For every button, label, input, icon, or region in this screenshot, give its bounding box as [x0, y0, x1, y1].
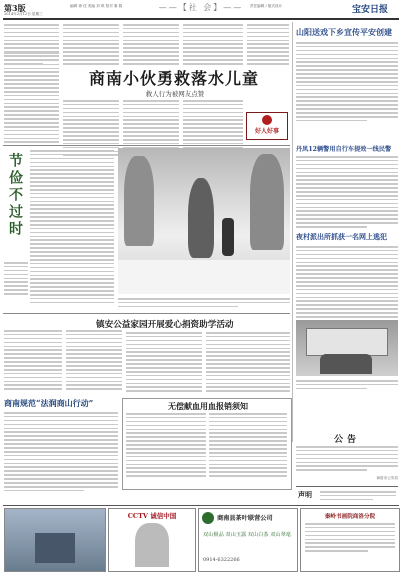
rule-of-law-text	[4, 412, 118, 494]
charity-text-col2	[66, 330, 122, 392]
section-title: ——【社 会】——	[158, 3, 244, 12]
right-column-divider	[292, 22, 293, 442]
statement-box	[296, 486, 398, 505]
snow-park-photo	[118, 148, 290, 294]
header-rule	[3, 18, 399, 20]
photo-person	[222, 218, 234, 256]
charity-text-col4	[206, 332, 290, 394]
vertical-heading: 节俭不过时	[7, 153, 23, 238]
editor-note: 编辑 徐 佳 美编 刘 琪 校对 秦 娟	[70, 4, 123, 8]
badge-label: 好人好事	[254, 128, 279, 135]
story-text-col1b	[4, 52, 59, 145]
charity-text-col3	[126, 332, 202, 394]
frugal-story-text-b	[4, 262, 28, 297]
section-rule-1	[3, 145, 290, 146]
story-text-col5	[247, 24, 289, 67]
side-story-1-text	[296, 42, 398, 124]
page-number: 第3版	[4, 3, 26, 13]
notice-text	[296, 446, 398, 473]
ad-calligraphy-text	[305, 523, 395, 554]
photo-snow-ground	[118, 260, 290, 294]
ad-calligraphy-title: 秦岭书画院商洛分院	[324, 514, 376, 520]
photo-statue	[188, 178, 214, 258]
photo-display-board	[306, 328, 388, 356]
ad-cctv-portrait	[135, 523, 169, 567]
badge-emblem-icon	[262, 115, 272, 125]
story-text-col4	[183, 24, 243, 67]
ad-calligraphy	[300, 508, 400, 572]
charity-headline: 镇安公益家园开展爱心捐资助学活动	[96, 320, 234, 330]
ad-tea-company	[198, 508, 298, 572]
photo-tree-left	[124, 156, 154, 246]
newspaper-brand: 宝安日报	[352, 5, 389, 15]
blood-donation-box	[122, 398, 292, 490]
header-meta: 责任编辑 / 版式设计	[250, 4, 283, 8]
rule-of-law-headline: 商南规范“法润商山行动”	[4, 398, 94, 408]
ads-rule	[3, 505, 399, 506]
side-head-1: 山阳送戏下乡宣传平安创建	[296, 27, 392, 37]
side-head-3: 夜村派出所抓获一名网上逃犯	[296, 232, 387, 241]
main-headline: 商南小伙勇救落水儿童	[88, 69, 259, 88]
photo-tree-right	[250, 154, 284, 250]
main-subtitle: 救人行为被网友点赞	[145, 90, 205, 98]
blood-text-col1	[126, 413, 206, 479]
good-deed-badge	[246, 112, 288, 140]
story-text-col3	[123, 24, 179, 67]
ad-cctv-title: CCTV 诚信中国	[127, 512, 177, 520]
charity-photo	[296, 320, 398, 376]
charity-text-col1	[4, 330, 62, 392]
ad-tea-products: 双山极品 双山玉露 双山白茶 双山翠毫	[203, 532, 291, 538]
statement-text	[320, 491, 396, 503]
ad-building-shape	[35, 533, 75, 563]
side-head-2: 丹凤12辆警用自行车提效一线民警	[296, 146, 392, 153]
blood-headline: 无偿献血用血报销须知	[168, 401, 248, 411]
section-rule-2	[3, 313, 290, 314]
charity-photo-caption	[296, 380, 398, 392]
statement-label: 声明	[298, 490, 312, 499]
section-label: 社 会	[188, 3, 214, 12]
story-text-col2	[63, 24, 119, 67]
side-story-2-text	[296, 156, 398, 230]
notice-title: 公告	[333, 435, 360, 445]
notice-footer: 商洛市公安局	[376, 476, 398, 480]
page-date: 2014年2月12日 星期三	[4, 12, 43, 16]
ad-cctv	[108, 508, 196, 572]
frugal-story-text-a	[30, 150, 114, 306]
photo-people	[320, 354, 372, 374]
ad-scenic-photo	[4, 508, 106, 572]
ad-tea-title: 商南县茶叶联营公司	[217, 515, 273, 522]
ad-tea-logo-icon	[202, 512, 214, 524]
ad-tea-phone: 0914-6322266	[203, 557, 240, 563]
photo-caption	[118, 298, 290, 310]
blood-text-col2	[209, 413, 287, 479]
